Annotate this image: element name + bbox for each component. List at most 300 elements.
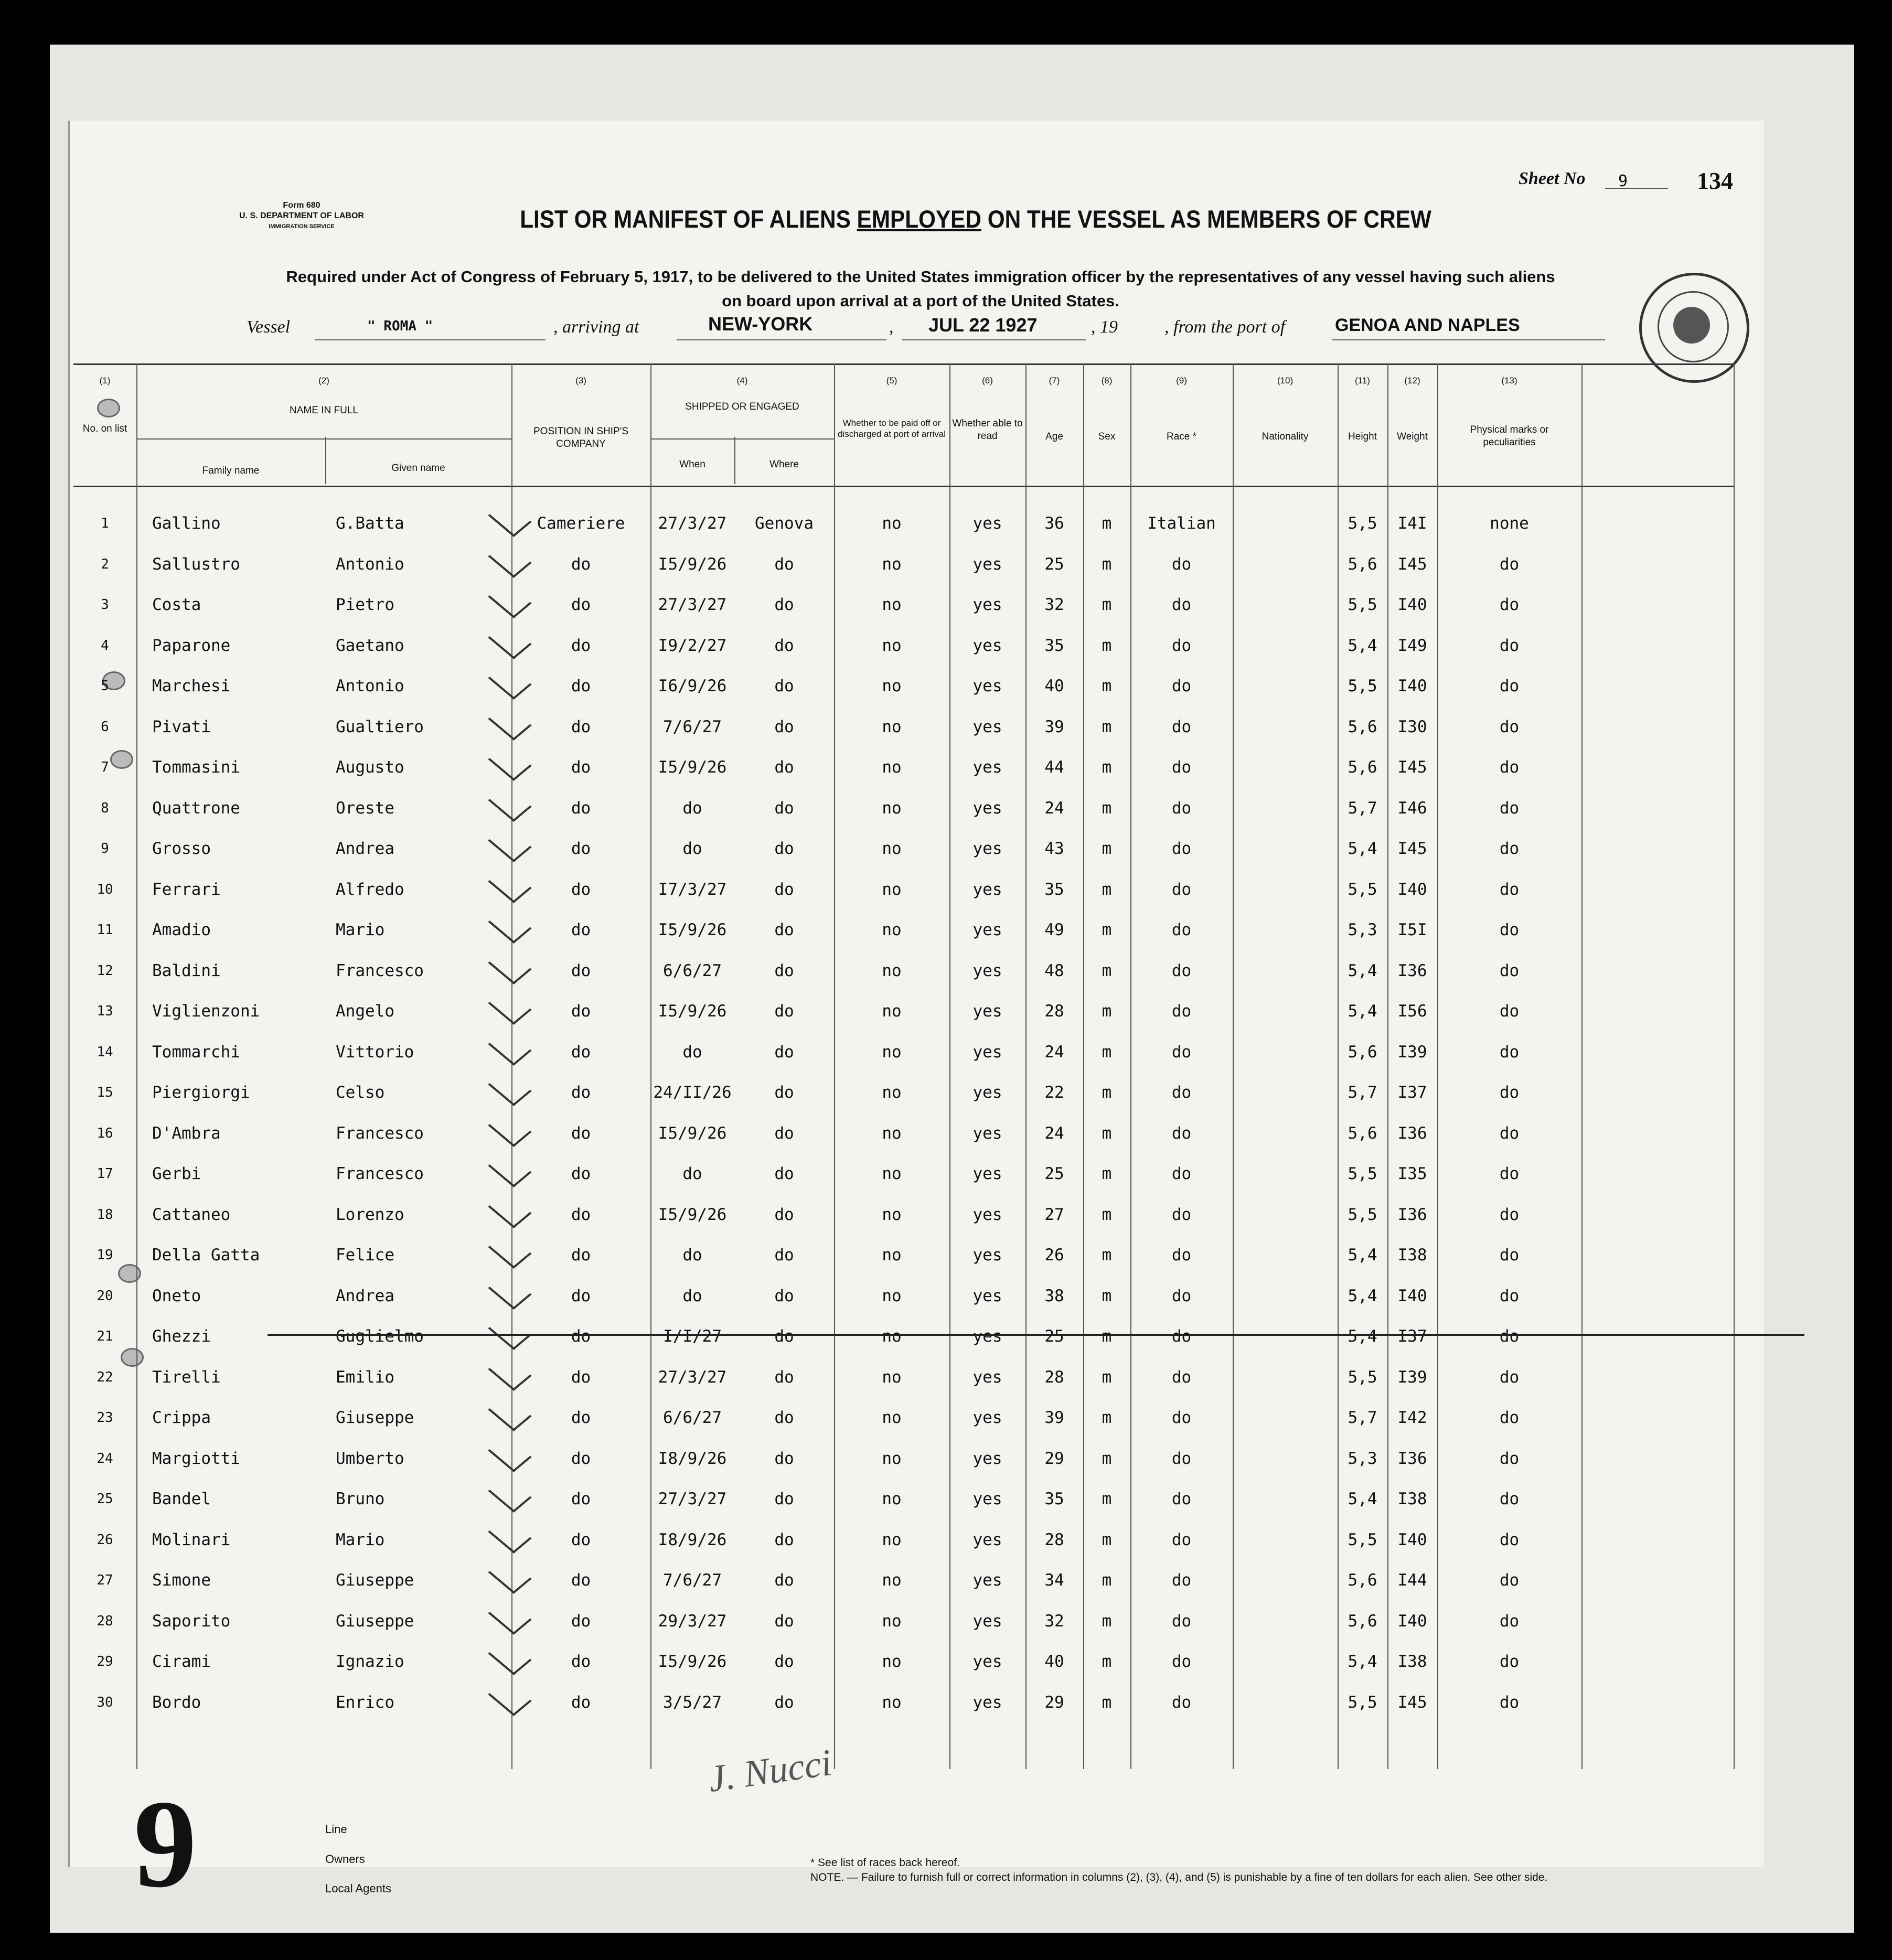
cell-height: 5,6: [1348, 758, 1377, 777]
cell-position: do: [571, 1652, 591, 1671]
cell-where: do: [774, 1246, 794, 1265]
cell-given: Augusto: [336, 758, 404, 777]
cell-no: 20: [97, 1288, 113, 1304]
cell-race: do: [1171, 1490, 1192, 1508]
cell-when: I7/3/27: [658, 880, 727, 899]
cell-paid: no: [882, 1530, 902, 1549]
cell-read: yes: [972, 1652, 1002, 1671]
cell-no: 21: [97, 1329, 113, 1344]
cell-read: yes: [972, 514, 1002, 533]
cell-marks: do: [1499, 717, 1520, 736]
cell-position: do: [571, 1123, 591, 1143]
cell-when: I5/9/26: [658, 758, 727, 777]
cell-marks: do: [1499, 1246, 1520, 1265]
vessel-name: " ROMA ": [367, 318, 433, 334]
cell-weight: I56: [1397, 1002, 1427, 1021]
col-height: Height: [1348, 431, 1377, 442]
cell-where: do: [774, 1002, 794, 1021]
cell-race: do: [1171, 636, 1192, 655]
cell-read: yes: [972, 595, 1002, 614]
cell-race: do: [1171, 717, 1192, 736]
cell-family: Sallustro: [152, 554, 240, 574]
cell-no: 30: [97, 1694, 113, 1710]
cell-age: 25: [1044, 1327, 1064, 1346]
cell-family: Viglienzoni: [152, 1002, 260, 1021]
cell-paid: no: [882, 1490, 902, 1508]
cell-sex: m: [1102, 1042, 1112, 1062]
table-row: [73, 992, 1734, 1031]
cell-paid: no: [882, 839, 902, 858]
cell-position: Cameriere: [537, 514, 625, 533]
cell-no: 6: [101, 719, 109, 735]
cell-when: I9/2/27: [658, 636, 727, 655]
col-name-in-full: NAME IN FULL: [290, 405, 358, 416]
page-title: [452, 205, 1500, 233]
cell-where: do: [774, 1164, 794, 1183]
column-rule: [734, 437, 735, 484]
cell-height: 5,6: [1348, 1611, 1377, 1631]
cell-position: do: [571, 595, 591, 614]
cell-given: Andrea: [336, 839, 394, 858]
cell-position: do: [571, 1611, 591, 1631]
cell-read: yes: [972, 1449, 1002, 1468]
cell-family: Bordo: [152, 1693, 201, 1712]
cell-where: do: [774, 1408, 794, 1427]
table-row: [73, 626, 1734, 665]
cell-height: 5,7: [1348, 1083, 1377, 1102]
cell-weight: I45: [1397, 839, 1427, 858]
cell-where: do: [774, 1123, 794, 1143]
cell-read: yes: [972, 1408, 1002, 1427]
cell-position: do: [571, 920, 591, 939]
cell-no: 3: [101, 597, 109, 613]
cell-family: Grosso: [152, 839, 211, 858]
cell-race: do: [1171, 1652, 1192, 1671]
cell-race: do: [1171, 1449, 1192, 1468]
cell-height: 5,4: [1348, 961, 1377, 980]
cell-marks: do: [1499, 1571, 1520, 1590]
table-row: [73, 708, 1734, 746]
cell-when: I5/9/26: [658, 1205, 727, 1224]
cell-family: Margiotti: [152, 1449, 240, 1468]
cell-age: 44: [1044, 758, 1064, 777]
cell-marks: do: [1499, 880, 1520, 899]
cell-weight: I4I: [1397, 514, 1427, 533]
cell-race: do: [1171, 1083, 1192, 1102]
requirement-text: [226, 265, 1616, 313]
arrival-date: JUL 22 1927: [928, 314, 1038, 336]
cell-age: 26: [1044, 1246, 1064, 1265]
cell-marks: do: [1499, 1205, 1520, 1224]
cell-when: 27/3/27: [658, 1490, 727, 1508]
cell-when: 7/6/27: [663, 717, 722, 736]
cell-family: Baldini: [152, 961, 221, 980]
cell-race: do: [1171, 1611, 1192, 1631]
cell-when: do: [682, 1164, 702, 1183]
cell-marks: do: [1499, 1083, 1520, 1102]
cell-where: do: [774, 1327, 794, 1346]
cell-weight: I40: [1397, 595, 1427, 614]
cell-position: do: [571, 1571, 591, 1590]
form-header: [186, 200, 417, 232]
cell-weight: I45: [1397, 554, 1427, 574]
cell-given: Andrea: [336, 1286, 394, 1305]
cell-given: Giuseppe: [336, 1408, 414, 1427]
cell-sex: m: [1102, 1286, 1112, 1305]
table-row: [73, 1358, 1734, 1397]
cell-where: do: [774, 1083, 794, 1102]
cell-age: 34: [1044, 1571, 1064, 1590]
cell-marks: do: [1499, 1367, 1520, 1387]
cell-age: 36: [1044, 514, 1064, 533]
cell-age: 24: [1044, 1042, 1064, 1062]
cell-paid: no: [882, 677, 902, 695]
col-5-number: (5): [886, 376, 897, 385]
col-given-name: Given name: [391, 463, 445, 474]
cell-where: do: [774, 920, 794, 939]
cell-race: do: [1171, 1693, 1192, 1712]
cell-sex: m: [1102, 554, 1112, 574]
cell-read: yes: [972, 1083, 1002, 1102]
cell-weight: I35: [1397, 1164, 1427, 1183]
cell-marks: do: [1499, 636, 1520, 655]
cell-when: do: [682, 839, 702, 858]
cell-position: do: [571, 1367, 591, 1387]
cell-read: yes: [972, 1327, 1002, 1346]
cell-sex: m: [1102, 1246, 1112, 1265]
cell-read: yes: [972, 1205, 1002, 1224]
col-nationality: Nationality: [1262, 431, 1309, 442]
cell-sex: m: [1102, 880, 1112, 899]
table-row: [73, 951, 1734, 990]
cell-paid: no: [882, 1327, 902, 1346]
cell-paid: no: [882, 1083, 902, 1102]
cell-sex: m: [1102, 1530, 1112, 1549]
cell-read: yes: [972, 961, 1002, 980]
cell-weight: I40: [1397, 677, 1427, 695]
cell-family: Ferrari: [152, 880, 221, 899]
cell-no: 2: [101, 556, 109, 572]
cell-marks: do: [1499, 1611, 1520, 1631]
cell-race: do: [1171, 1042, 1192, 1062]
cell-no: 16: [97, 1125, 113, 1141]
requirement-line-2: on board upon arrival at a port of the United States.: [722, 292, 1119, 310]
cell-height: 5,4: [1348, 636, 1377, 655]
cell-where: do: [774, 554, 794, 574]
cell-given: Mario: [336, 1530, 385, 1549]
table-row: [73, 1033, 1734, 1072]
cell-family: Oneto: [152, 1286, 201, 1305]
cell-marks: none: [1490, 514, 1529, 533]
cell-height: 5,5: [1348, 677, 1377, 695]
cell-position: do: [571, 1205, 591, 1224]
col-where: Where: [769, 459, 799, 470]
title-underlined-word: EMPLOYED: [857, 205, 981, 233]
cell-paid: no: [882, 758, 902, 777]
cell-paid: no: [882, 1693, 902, 1712]
cell-race: do: [1171, 758, 1192, 777]
cell-height: 5,7: [1348, 1408, 1377, 1427]
cell-height: 5,3: [1348, 1449, 1377, 1468]
cell-position: do: [571, 1490, 591, 1508]
cell-when: I/I/27: [663, 1327, 722, 1346]
cell-weight: I44: [1397, 1571, 1427, 1590]
cell-position: do: [571, 880, 591, 899]
cell-position: do: [571, 1164, 591, 1183]
shipped-subdivider: [650, 438, 834, 440]
cell-given: Ignazio: [336, 1652, 404, 1671]
cell-height: 5,4: [1348, 1246, 1377, 1265]
col-9-number: (9): [1176, 376, 1187, 385]
cell-read: yes: [972, 1164, 1002, 1183]
cell-when: do: [682, 1042, 702, 1062]
cell-no: 12: [97, 962, 113, 979]
cell-position: do: [571, 1002, 591, 1021]
department-name: U. S. DEPARTMENT OF LABOR: [239, 211, 364, 220]
cell-sex: m: [1102, 717, 1112, 736]
cell-where: do: [774, 1205, 794, 1224]
cell-given: Enrico: [336, 1693, 394, 1712]
table-row: [73, 1561, 1734, 1600]
cell-paid: no: [882, 595, 902, 614]
cell-race: do: [1171, 1246, 1192, 1265]
cell-age: 39: [1044, 717, 1064, 736]
cell-where: do: [774, 880, 794, 899]
cell-given: Angelo: [336, 1002, 394, 1021]
cell-sex: m: [1102, 1164, 1112, 1183]
cell-family: Ghezzi: [152, 1327, 211, 1346]
year-label: , 19: [1091, 317, 1118, 337]
cell-age: 49: [1044, 920, 1064, 939]
cell-age: 25: [1044, 1164, 1064, 1183]
cell-no: 10: [97, 881, 113, 897]
cell-weight: I49: [1397, 636, 1427, 655]
cell-paid: no: [882, 961, 902, 980]
cell-height: 5,4: [1348, 1286, 1377, 1305]
cell-family: Tommasini: [152, 758, 240, 777]
col-4-number: (4): [736, 376, 748, 385]
column-rule: [1734, 363, 1735, 1769]
cell-read: yes: [972, 677, 1002, 695]
cell-sex: m: [1102, 636, 1112, 655]
cell-marks: do: [1499, 1164, 1520, 1183]
cell-paid: no: [882, 514, 902, 533]
cell-sex: m: [1102, 1693, 1112, 1712]
cell-paid: no: [882, 1002, 902, 1021]
cell-age: 28: [1044, 1002, 1064, 1021]
cell-sex: m: [1102, 1611, 1112, 1631]
cell-weight: I39: [1397, 1042, 1427, 1062]
cell-age: 48: [1044, 961, 1064, 980]
col-12-number: (12): [1404, 376, 1420, 385]
table-row: [73, 1520, 1734, 1559]
cell-sex: m: [1102, 1652, 1112, 1671]
table-row: [73, 1439, 1734, 1478]
cell-when: do: [682, 1286, 702, 1305]
cell-sex: m: [1102, 1408, 1112, 1427]
cell-family: Paparone: [152, 636, 231, 655]
cell-given: Umberto: [336, 1449, 404, 1468]
col-race: Race *: [1166, 431, 1197, 442]
cell-marks: do: [1499, 1530, 1520, 1549]
cell-height: 5,4: [1348, 1652, 1377, 1671]
col-family-name: Family name: [202, 465, 260, 476]
cell-paid: no: [882, 554, 902, 574]
cell-sex: m: [1102, 758, 1112, 777]
cell-when: 6/6/27: [663, 961, 722, 980]
cell-given: Alfredo: [336, 880, 404, 899]
cell-age: 24: [1044, 798, 1064, 818]
col-10-number: (10): [1277, 376, 1294, 385]
cell-family: Tirelli: [152, 1367, 221, 1387]
cell-paid: no: [882, 1571, 902, 1590]
from-underline: [1332, 339, 1605, 340]
cell-family: Bandel: [152, 1490, 211, 1508]
cell-given: Francesco: [336, 961, 424, 980]
cell-paid: no: [882, 1286, 902, 1305]
cell-marks: do: [1499, 758, 1520, 777]
cell-age: 39: [1044, 1408, 1064, 1427]
cell-read: yes: [972, 1123, 1002, 1143]
cell-marks: do: [1499, 798, 1520, 818]
cell-marks: do: [1499, 1449, 1520, 1468]
title-part-2: ON THE VESSEL AS MEMBERS OF CREW: [981, 205, 1431, 233]
owners-label: Owners: [325, 1852, 365, 1866]
cell-when: 3/5/27: [663, 1693, 722, 1712]
cell-given: Mario: [336, 920, 385, 939]
cell-height: 5,4: [1348, 1490, 1377, 1508]
cell-no: 28: [97, 1613, 113, 1629]
cell-age: 35: [1044, 1490, 1064, 1508]
cell-paid: no: [882, 1042, 902, 1062]
col-weight: Weight: [1397, 431, 1428, 442]
cell-race: do: [1171, 920, 1192, 939]
cell-given: Giuseppe: [336, 1571, 414, 1590]
cell-marks: do: [1499, 1408, 1520, 1427]
cell-when: 29/3/27: [658, 1611, 727, 1631]
cell-paid: no: [882, 1652, 902, 1671]
cell-sex: m: [1102, 1123, 1112, 1143]
cell-family: Marchesi: [152, 677, 231, 695]
name-subdivider: [136, 438, 511, 440]
cell-height: 5,5: [1348, 880, 1377, 899]
cell-position: do: [571, 717, 591, 736]
cell-weight: I39: [1397, 1367, 1427, 1387]
cell-read: yes: [972, 717, 1002, 736]
cell-weight: I45: [1397, 1693, 1427, 1712]
cell-no: 5: [101, 678, 109, 694]
cell-where: do: [774, 839, 794, 858]
cell-no: 23: [97, 1410, 113, 1426]
col-1-number: (1): [99, 376, 111, 385]
col-7-number: (7): [1049, 376, 1060, 385]
cell-sex: m: [1102, 1490, 1112, 1508]
col-physical-marks: Physical marks or peculiarities: [1470, 424, 1549, 448]
cell-marks: do: [1499, 1652, 1520, 1671]
cell-age: 35: [1044, 880, 1064, 899]
cell-marks: do: [1499, 1490, 1520, 1508]
cell-height: 5,6: [1348, 554, 1377, 574]
table-row: [73, 1195, 1734, 1234]
penalty-note: NOTE. — Failure to furnish full or correct information in columns (2), (3), (4), and (5) is punishable by a fine of ten dollars for each alien. See other side.: [810, 1871, 1548, 1883]
cell-when: I5/9/26: [658, 1002, 727, 1021]
cell-age: 40: [1044, 677, 1064, 695]
col-13-number: (13): [1501, 376, 1517, 385]
cell-position: do: [571, 677, 591, 695]
arriving-label: , arriving at: [553, 317, 639, 337]
cell-marks: do: [1499, 1693, 1520, 1712]
comma-label: ,: [889, 317, 894, 337]
cell-given: Antonio: [336, 554, 404, 574]
vessel-line: [247, 313, 1610, 349]
col-when: When: [679, 459, 706, 470]
cell-weight: I36: [1397, 961, 1427, 980]
cell-family: Pivati: [152, 717, 211, 736]
cell-marks: do: [1499, 961, 1520, 980]
cell-race: do: [1171, 880, 1192, 899]
cell-read: yes: [972, 798, 1002, 818]
cell-weight: I46: [1397, 798, 1427, 818]
cell-when: 27/3/27: [658, 1367, 727, 1387]
cell-when: I5/9/26: [658, 1123, 727, 1143]
table-row: [73, 829, 1734, 868]
cell-when: I6/9/26: [658, 677, 727, 695]
cell-height: 5,6: [1348, 1123, 1377, 1143]
cell-paid: no: [882, 636, 902, 655]
cell-weight: I42: [1397, 1408, 1427, 1427]
cell-given: G.Batta: [336, 514, 404, 533]
cell-family: Gerbi: [152, 1164, 201, 1183]
table-row: [73, 1480, 1734, 1518]
cell-family: Saporito: [152, 1611, 231, 1631]
cell-no: 15: [97, 1085, 113, 1100]
cell-height: 5,3: [1348, 920, 1377, 939]
cell-read: yes: [972, 920, 1002, 939]
cell-height: 5,4: [1348, 839, 1377, 858]
table-row: [73, 1602, 1734, 1641]
cell-race: do: [1171, 1408, 1192, 1427]
table-row: [73, 1154, 1734, 1193]
cell-no: 29: [97, 1654, 113, 1669]
cell-weight: I38: [1397, 1652, 1427, 1671]
cell-family: D'Ambra: [152, 1123, 221, 1143]
cell-race: do: [1171, 1123, 1192, 1143]
cell-age: 43: [1044, 839, 1064, 858]
col-shipped-engaged: SHIPPED OR ENGAGED: [685, 401, 799, 412]
cell-family: Simone: [152, 1571, 211, 1590]
table-row: [73, 1073, 1734, 1112]
sheet-big-number: 9: [134, 1774, 197, 1913]
cell-race: do: [1171, 1286, 1192, 1305]
cell-sex: m: [1102, 1205, 1112, 1224]
cell-read: yes: [972, 1611, 1002, 1631]
cell-sex: m: [1102, 1571, 1112, 1590]
cell-given: Antonio: [336, 677, 404, 695]
col-3-number: (3): [575, 376, 586, 385]
cell-family: Costa: [152, 595, 201, 614]
cell-sex: m: [1102, 514, 1112, 533]
table-row: [73, 585, 1734, 624]
cell-weight: I40: [1397, 880, 1427, 899]
cell-given: Francesco: [336, 1164, 424, 1183]
from-label: , from the port of: [1164, 317, 1286, 337]
cell-marks: do: [1499, 1042, 1520, 1062]
cell-position: do: [571, 636, 591, 655]
cell-when: 6/6/27: [663, 1408, 722, 1427]
cell-marks: do: [1499, 839, 1520, 858]
col-able-read: Whether able to read: [952, 418, 1023, 442]
cell-when: I5/9/26: [658, 554, 727, 574]
